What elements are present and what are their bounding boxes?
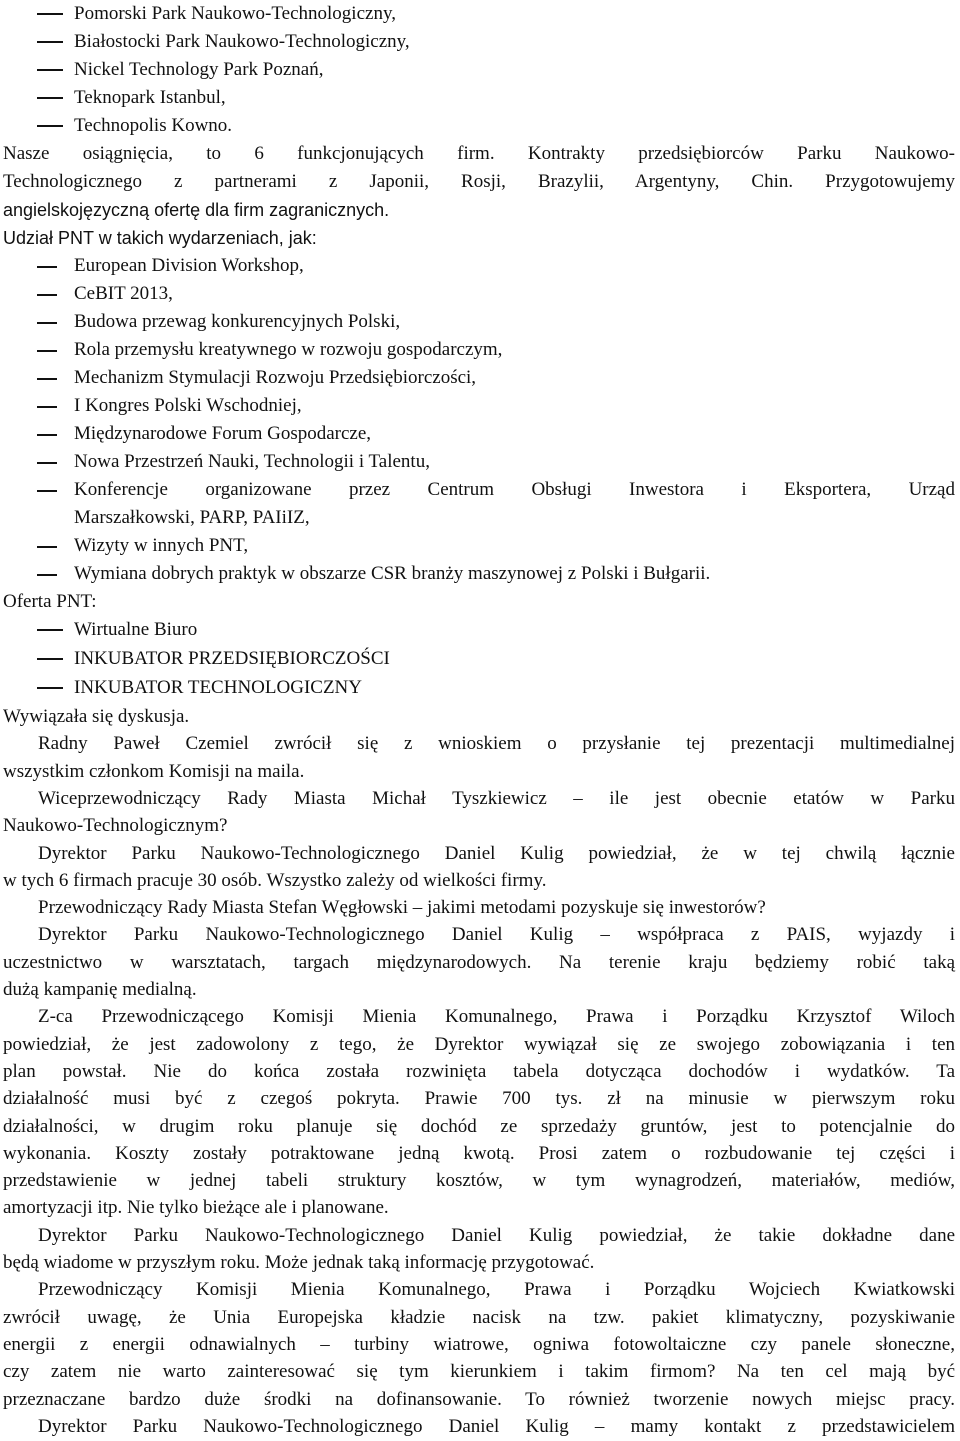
body-line-text: czy zatem nie warto zainteresować się tym kierunkiem i takim firmom? Na ten cel mają być [3, 1361, 955, 1383]
list-dash-icon [37, 13, 63, 15]
list-dash-icon [37, 294, 57, 296]
body-line [0, 894, 960, 922]
paragraph-line-text: Technologicznego z partnerami z Japonii, Rosji, Brazylii, Argentyny, Chin. Przygotowujemy [3, 171, 955, 192]
body-line-text: Dyrektor Parku Naukowo-Technologicznego Daniel Kulig – mamy kontakt z przedstawicielem [38, 1415, 955, 1437]
list-item-text: Pomorski Park Naukowo-Technologiczny, [74, 3, 396, 24]
paragraph-line-text: Nasze osiągnięcia, to 6 funkcjonujących firm. Kontrakty przedsiębiorców Parku Naukowo- [3, 143, 955, 164]
body-line-text: Radny Paweł Czemiel zwrócił się z wnioskiem o przysłanie tej prezentacji multimedialnej [38, 733, 955, 755]
body-line [0, 730, 960, 758]
body-line [0, 1194, 960, 1222]
body-line-text: dużą kampanię medialną. [3, 979, 197, 1000]
event-item-text: I Kongres Polski Wschodniej, [74, 395, 302, 416]
body-line [0, 812, 960, 840]
offer-item [0, 674, 960, 702]
body-line [0, 1358, 960, 1386]
body-line [0, 1167, 960, 1195]
body-line [0, 758, 960, 786]
event-item [0, 448, 960, 476]
body-line-text: uczestnictwo w warsztatach, targach międzynarodowych. Na terenie kraju będziemy robić taką [3, 951, 955, 973]
event-item-text: Wymiana dobrych praktyk w obszarze CSR branży maszynowej z Polski i Bułgarii. [74, 563, 711, 584]
event-item-text: European Division Workshop, [74, 255, 304, 276]
list-dash-icon [37, 266, 57, 268]
list-item [0, 0, 960, 28]
event-item [0, 560, 960, 588]
event-item [0, 476, 960, 504]
list-item [0, 112, 960, 140]
event-item-text: Marszałkowski, PARP, PAIiIZ, [74, 507, 310, 528]
event-item [0, 392, 960, 420]
event-item [0, 420, 960, 448]
body-line [0, 1058, 960, 1086]
body-line [0, 1249, 960, 1277]
event-item [0, 364, 960, 392]
list-dash-icon [37, 546, 57, 548]
list-item-text: Nickel Technology Park Poznań, [74, 59, 324, 80]
body-line-text: działalności, w drugim roku planuje się dochód ze sprzedaży gruntów, jest to potencjalnie do [3, 1115, 955, 1137]
list-dash-icon [37, 434, 57, 436]
event-item [0, 336, 960, 364]
offer-item-text: INKUBATOR TECHNOLOGICZNY [74, 677, 362, 698]
event-item-text: Budowa przewag konkurencyjnych Polski, [74, 311, 401, 332]
event-item-text: Międzynarodowe Forum Gospodarcze, [74, 423, 372, 444]
body-line-text: Przewodniczący Komisji Mienia Komunalnego, Prawa i Porządku Wojciech Kwiatkowski [38, 1279, 955, 1301]
body-line-text: Z-ca Przewodniczącego Komisji Mienia Komunalnego, Prawa i Porządku Krzysztof Wiloch [38, 1006, 955, 1028]
body-line [0, 1140, 960, 1168]
body-line [0, 1003, 960, 1031]
body-line-text: Przewodniczący Rady Miasta Stefan Węgłowski – jakimi metodami pozyskuje się inwestorów? [38, 897, 766, 919]
body-line-text: Naukowo-Technologicznym? [3, 815, 228, 837]
list-dash-icon [37, 69, 63, 71]
body-line-text: wszystkim członkom Komisji na maila. [3, 760, 305, 782]
list-dash-icon [37, 406, 57, 408]
list-dash-icon [37, 41, 63, 43]
event-item [0, 252, 960, 280]
event-item-text: Konferencje organizowane przez Centrum Obsługi Inwestora i Eksportera, Urząd [74, 479, 955, 500]
event-item [0, 308, 960, 336]
event-item [0, 532, 960, 560]
list-dash-icon [37, 490, 57, 492]
body-line-text: przedstawienie w jednej tabeli struktury kosztów, w tym wynagrodzeń, materiałów, mediów, [3, 1170, 955, 1192]
body-line-text: Wywiązała się dyskusja. [3, 706, 190, 727]
body-line-text: będą wiadome w przyszłym roku. Może jednak taką informację przygotować. [3, 1252, 595, 1273]
section-intro-text: Udział PNT w takich wydarzeniach, jak: [3, 228, 317, 248]
event-item [0, 504, 960, 532]
list-item [0, 28, 960, 56]
list-dash-icon [37, 125, 63, 127]
body-line-text: przeznaczane bardzo duże środki na dofinansowanie. To również tworzenie nowych miejsc pracy. [3, 1388, 955, 1410]
list-dash-icon [37, 462, 57, 464]
body-line [0, 840, 960, 868]
offer-item [0, 645, 960, 673]
body-line-text: Dyrektor Parku Naukowo-Technologicznego Daniel Kulig powiedział, że w tej chwilą łącznie [38, 842, 955, 864]
list-dash-icon [37, 687, 63, 689]
event-item-text: CeBIT 2013, [74, 283, 173, 304]
list-dash-icon [37, 378, 57, 380]
list-item-text: Białostocki Park Naukowo-Technologiczny, [74, 31, 410, 52]
event-item-text: Rola przemysłu kreatywnego w rozwoju gospodarczym, [74, 339, 503, 360]
body-line-text: powiedział, że jest zadowolony z tego, że Dyrektor wywiązał się ze swojego zobowiązania i ten [3, 1033, 955, 1055]
paragraph-line [0, 196, 960, 224]
body-line [0, 785, 960, 813]
event-item-text: Nowa Przestrzeń Nauki, Technologii i Talentu, [74, 451, 430, 472]
body-line [0, 1031, 960, 1059]
list-item-text: Teknopark Istanbul, [74, 87, 226, 108]
body-line-text: amortyzacji itp. Nie tylko bieżące ale i planowane. [3, 1197, 389, 1219]
body-line [0, 1113, 960, 1141]
event-item-text: Mechanizm Stymulacji Rozwoju Przedsiębiorczości, [74, 367, 477, 388]
list-item-text: Technopolis Kowno. [74, 115, 233, 136]
body-line [0, 949, 960, 977]
body-line [0, 1085, 960, 1113]
section-intro [0, 224, 960, 252]
body-line-text: Dyrektor Parku Naukowo-Technologicznego Daniel Kulig powiedział, że takie dokładne dane [38, 1224, 955, 1246]
offer-item-text: Wirtualne Biuro [74, 619, 198, 640]
list-item [0, 56, 960, 84]
body-line [0, 921, 960, 949]
body-line-text: Wiceprzewodniczący Rady Miasta Michał Tyszkiewicz – ile jest obecnie etatów w Parku [38, 787, 955, 809]
body-line-text: zwrócił uwagę, że Unia Europejska kładzie nacisk na tzw. pakiet klimatyczny, pozyskiwanie [3, 1306, 955, 1328]
body-line [0, 976, 960, 1004]
paragraph-line [0, 140, 960, 168]
list-dash-icon [37, 322, 57, 324]
offer-item [0, 616, 960, 644]
list-dash-icon [37, 350, 57, 352]
body-line [0, 867, 960, 895]
body-line [0, 1222, 960, 1250]
body-line-text: w tych 6 firmach pracuje 30 osób. Wszystko zależy od wielkości firmy. [3, 869, 547, 891]
body-line-text: wykonania. Koszty zostały potraktowane jedną kwotą. Prosi zatem o rozbudowanie tej części i [3, 1142, 955, 1164]
offer-heading-text: Oferta PNT: [3, 591, 97, 612]
paragraph-line [0, 168, 960, 196]
body-line [0, 1386, 960, 1414]
body-line-text: Dyrektor Parku Naukowo-Technologicznego Daniel Kulig – współpraca z PAIS, wyjazdy i [38, 924, 955, 946]
paragraph-line-text: angielskojęzyczną ofertę dla firm zagranicznych. [3, 200, 390, 220]
body-line [0, 1276, 960, 1304]
body-line [0, 703, 960, 731]
list-dash-icon [37, 574, 57, 576]
body-line-text: plan powstał. Nie do końca została rozwinięta tabela dotycząca dochodów i wydatków. Ta [3, 1060, 955, 1082]
list-item [0, 84, 960, 112]
body-line [0, 1413, 960, 1441]
event-item-text: Wizyty w innych PNT, [74, 535, 249, 556]
event-item [0, 280, 960, 308]
list-dash-icon [37, 97, 63, 99]
offer-item-text: INKUBATOR PRZEDSIĘBIORCZOŚCI [74, 648, 390, 669]
offer-heading [0, 588, 960, 616]
body-line-text: działalność musi być z czegoś pokryta. Prawie 700 tys. zł na minusie w pierwszym roku [3, 1088, 955, 1110]
list-dash-icon [37, 629, 63, 631]
body-line-text: energii z energii odnawialnych – turbiny wiatrowe, ogniwa fotowoltaiczne czy panele słoneczne, [3, 1333, 955, 1355]
body-line [0, 1331, 960, 1359]
body-line [0, 1304, 960, 1332]
list-dash-icon [37, 658, 63, 660]
